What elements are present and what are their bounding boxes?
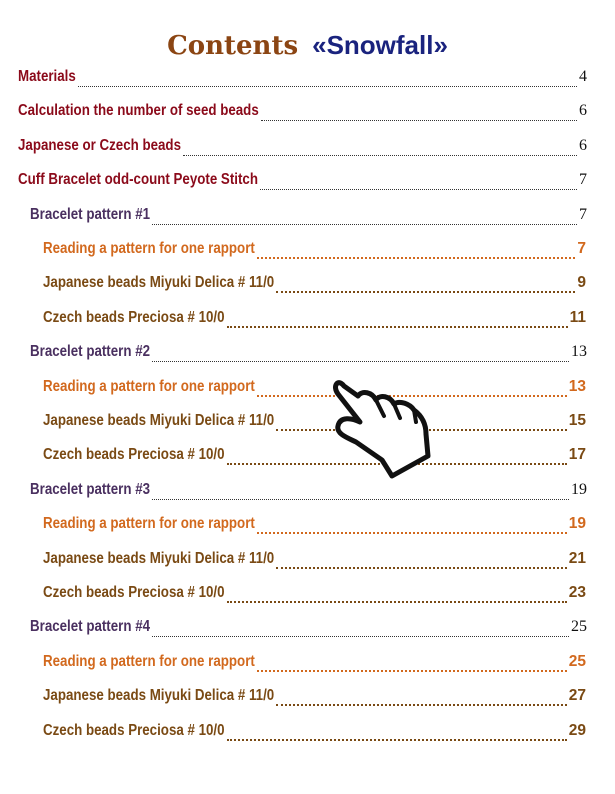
toc-entry[interactable] [43, 412, 586, 436]
toc-page-number: 9 [577, 274, 586, 292]
toc-leader-dots [183, 155, 577, 156]
toc-leader-dots [261, 120, 577, 121]
toc-entry[interactable] [30, 343, 587, 367]
toc-page-number: 6 [579, 102, 587, 120]
toc-entry[interactable] [43, 515, 586, 539]
toc-entry[interactable] [30, 206, 587, 230]
toc-entry-label: Bracelet pattern #2 [30, 343, 151, 361]
toc-entry[interactable] [43, 309, 586, 333]
toc-leader-dots [276, 291, 575, 293]
toc-entry[interactable] [18, 102, 587, 126]
toc-leader-dots [152, 224, 577, 225]
toc-entry[interactable] [18, 68, 587, 92]
toc-leader-dots [276, 567, 567, 569]
toc-entry[interactable] [43, 653, 586, 677]
toc-page-number: 13 [568, 377, 586, 395]
toc-entry-label: Japanese beads Miyuki Delica # 11/0 [43, 549, 275, 567]
toc-entry-label: Bracelet pattern #1 [30, 205, 151, 223]
toc-leader-dots [227, 601, 567, 603]
page-title [0, 30, 615, 61]
toc-entry[interactable] [43, 550, 586, 574]
toc-leader-dots [257, 257, 575, 259]
toc-entry-label: Reading a pattern for one rapport [43, 652, 255, 670]
toc-page-number: 15 [568, 412, 586, 429]
toc-entry[interactable] [30, 481, 587, 505]
toc-entry[interactable] [43, 446, 586, 470]
toc-page-number: 7 [579, 171, 587, 189]
toc-entry-label: Czech beads Preciosa # 10/0 [43, 446, 225, 464]
toc-page-number: 4 [579, 68, 587, 85]
toc-entry[interactable] [30, 618, 587, 642]
toc-leader-dots [152, 499, 569, 500]
toc-page-number: 13 [571, 343, 587, 361]
toc-entry-label: Japanese beads Miyuki Delica # 11/0 [43, 274, 275, 292]
toc-entry-label: Japanese beads Miyuki Delica # 11/0 [43, 412, 275, 429]
toc-leader-dots [78, 86, 577, 87]
toc-leader-dots [152, 361, 569, 362]
toc-entry[interactable] [43, 722, 586, 746]
toc-entry-label: Czech beads Preciosa # 10/0 [43, 584, 225, 601]
toc-page-number: 19 [571, 480, 587, 498]
toc-entry-label: Materials [18, 68, 76, 85]
title-contents: Contents [167, 31, 299, 61]
pointing-hand-icon [330, 372, 440, 482]
toc-page-number: 19 [568, 515, 586, 533]
toc-page-number: 17 [568, 446, 586, 464]
toc-page-number: 25 [568, 652, 586, 670]
toc-page-number: 27 [568, 687, 586, 705]
toc-page-number: 7 [579, 205, 587, 223]
toc-entry-label: Reading a pattern for one rapport [43, 240, 255, 257]
toc-entry[interactable] [43, 378, 586, 402]
toc-leader-dots [260, 189, 577, 190]
toc-leader-dots [276, 704, 567, 706]
toc-page-number: 6 [579, 136, 587, 154]
toc-leader-dots [227, 326, 568, 328]
toc-entry-label: Japanese beads Miyuki Delica # 11/0 [43, 687, 275, 705]
toc-leader-dots [227, 739, 567, 741]
toc-page-number: 11 [569, 308, 586, 326]
toc-leader-dots [257, 670, 567, 672]
toc-entry[interactable] [43, 687, 586, 711]
toc-entry[interactable] [43, 240, 586, 264]
toc-page-number: 29 [568, 721, 586, 739]
toc-page-number: 23 [568, 584, 586, 601]
toc-entry[interactable] [43, 584, 586, 608]
toc-entry-label: Czech beads Preciosa # 10/0 [43, 721, 225, 739]
toc-leader-dots [257, 532, 567, 534]
toc-entry-label: Reading a pattern for one rapport [43, 377, 255, 395]
toc-entry-label: Czech beads Preciosa # 10/0 [43, 308, 225, 326]
toc-entry-label: Calculation the number of seed beads [18, 102, 259, 120]
toc-entry[interactable] [43, 274, 586, 298]
toc-entry[interactable] [18, 171, 587, 195]
title-snowfall: «Snowfall» [312, 30, 448, 60]
toc-page-number: 25 [571, 618, 587, 636]
toc-page-number: 7 [577, 240, 586, 257]
toc-entry-label: Bracelet pattern #3 [30, 480, 151, 498]
toc-page-number: 21 [568, 549, 586, 567]
toc-entry-label: Bracelet pattern #4 [30, 618, 151, 636]
toc-entry-label: Japanese or Czech beads [18, 136, 181, 154]
toc-leader-dots [152, 636, 569, 637]
toc-entry[interactable] [18, 137, 587, 161]
toc-entry-label: Cuff Bracelet odd-count Peyote Stitch [18, 171, 258, 189]
toc-entry-label: Reading a pattern for one rapport [43, 515, 255, 533]
